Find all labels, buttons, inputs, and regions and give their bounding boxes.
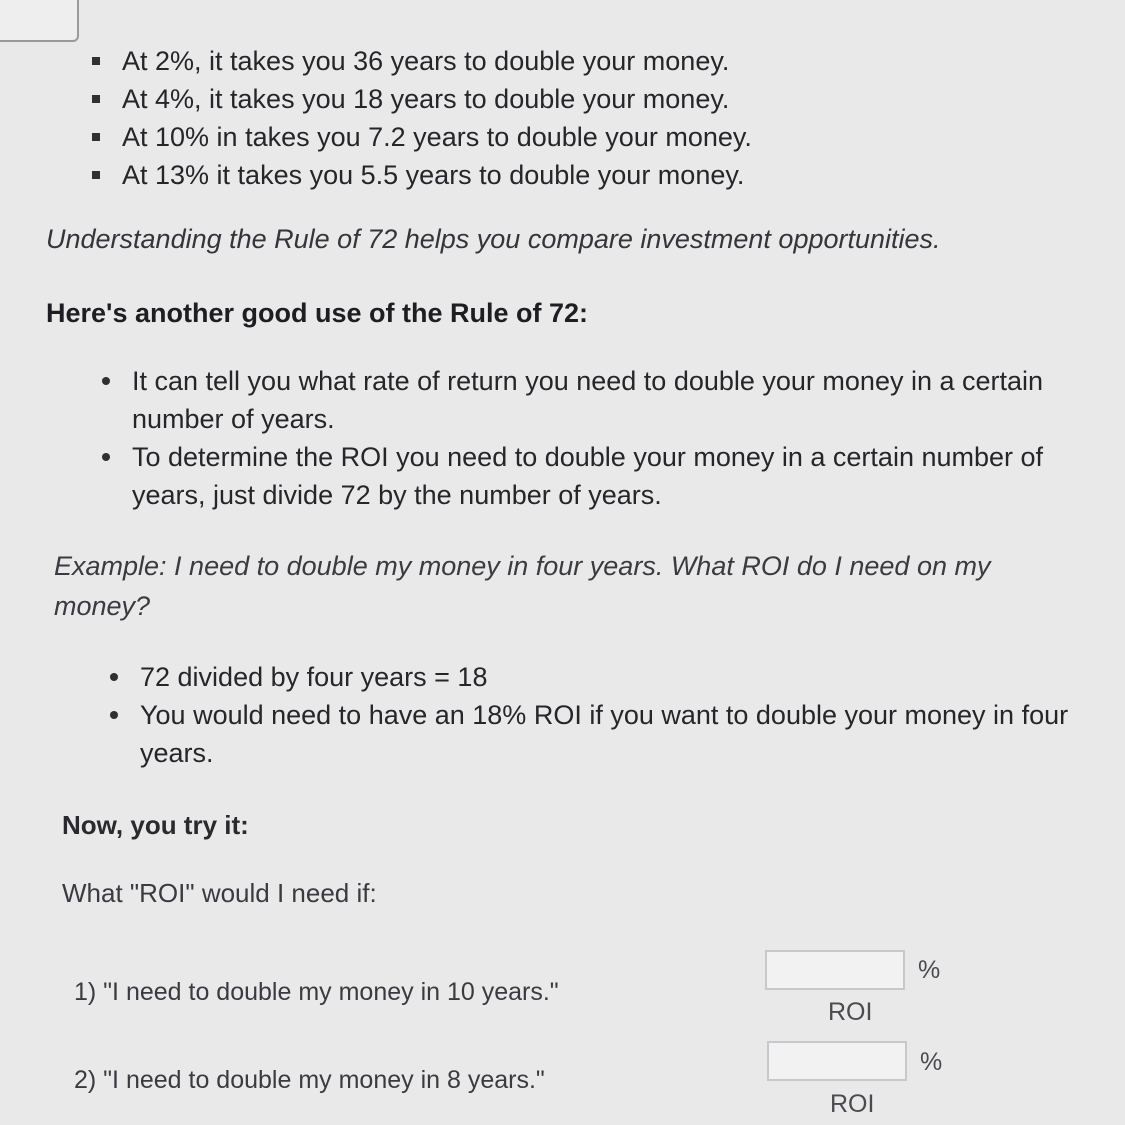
question-2-roi-input[interactable] [767,1041,907,1081]
list-item-text: At 2%, it takes you 36 years to double your money. [122,46,730,76]
list-item-text: 72 divided by four years = 18 [140,662,488,692]
rule-examples-list [92,42,812,194]
list-item [110,696,1070,772]
list-item [92,156,812,194]
list-item-text: At 10% in takes you 7.2 years to double your money. [122,122,752,152]
list-item [110,658,1070,696]
list-item-text: To determine the ROI you need to double your money in a certain number of years, just divide 72 by the number of years. [132,442,1044,510]
bullet-icon [102,377,110,385]
question-2-percent-sign: % [920,1048,943,1076]
question-2-text: 2) "I need to double my money in 8 years." [74,1066,545,1094]
question-2-roi-label: ROI [830,1090,875,1118]
example-list [110,658,1070,772]
list-item-text: At 4%, it takes you 18 years to double your money. [122,84,730,114]
list-item-text: At 13% it takes you 5.5 years to double your money. [122,160,745,190]
list-item-text: You would need to have an 18% ROI if you want to double your money in four years. [140,700,1069,768]
list-item [92,118,812,156]
what-roi-prompt: What "ROI" would I need if: [62,878,377,908]
try-it-heading: Now, you try it: [62,810,249,840]
list-item [92,42,812,80]
understanding-text: Understanding the Rule of 72 helps you compare investment opportunities. [46,224,941,254]
another-use-list [102,362,1077,514]
bullet-icon [102,453,110,461]
question-1-percent-sign: % [918,956,941,984]
question-1-text: 1) "I need to double my money in 10 years." [74,978,559,1006]
bullet-icon [92,57,100,65]
bullet-icon [92,95,100,103]
question-1-roi-input[interactable] [765,950,905,990]
bullet-icon [92,133,100,141]
list-item-text: It can tell you what rate of return you need to double your money in a certain number of years. [132,366,1044,434]
list-item [102,438,1077,514]
another-use-heading: Here's another good use of the Rule of 72: [46,298,588,328]
bullet-icon [110,711,118,719]
list-item [92,80,812,118]
bullet-icon [92,171,100,179]
bullet-icon [110,673,118,681]
example-text: Example: I need to double my money in four years. What ROI do I need on my money? [54,551,991,621]
question-1-roi-label: ROI [828,998,873,1026]
list-item [102,362,1077,438]
